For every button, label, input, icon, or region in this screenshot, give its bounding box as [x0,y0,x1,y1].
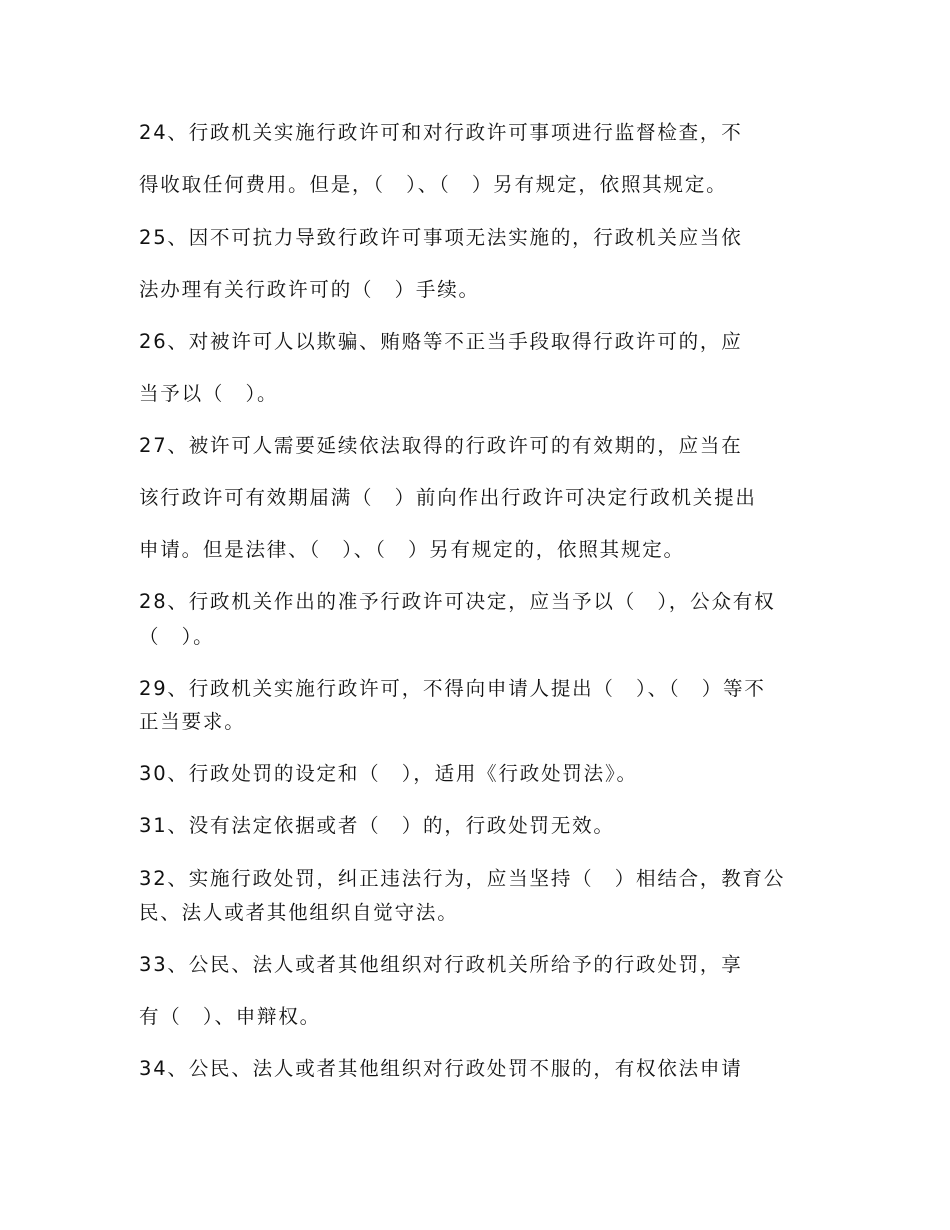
question-31-line-1: 31、没有法定依据或者（ ）的，行政处罚无效。 [139,814,615,837]
question-26-line-2: 当予以（ ）。 [139,382,279,405]
question-28-line-1: 28、行政机关作出的准予行政许可决定，应当予以（ ），公众有权 [139,590,776,613]
question-32-line-2: 民、法人或者其他组织自觉守法。 [139,901,459,924]
question-27-line-2: 该行政许可有效期届满（ ）前向作出行政许可决定行政机关提出 [139,486,757,509]
question-24-line-2: 得收取任何费用。但是，（ ）、（ ）另有规定，依照其规定。 [139,173,728,196]
question-25-line-1: 25、因不可抗力导致行政许可事项无法实施的，行政机关应当依 [139,226,743,249]
question-33-line-2: 有（ ）、申辩权。 [139,1005,321,1028]
question-33-line-1: 33、公民、法人或者其他组织对行政机关所给予的行政处罚，享 [139,953,743,976]
question-27-line-1: 27、被许可人需要延续依法取得的行政许可的有效期的，应当在 [139,434,743,457]
question-25-line-2: 法办理有关行政许可的（ ）手续。 [139,278,480,301]
question-29-line-2: 正当要求。 [139,710,246,733]
question-29-line-1: 29、行政机关实施行政许可，不得向申请人提出（ ）、（ ）等不 [139,677,766,700]
question-26-line-1: 26、对被许可人以欺骗、贿赂等不正当手段取得行政许可的，应 [139,330,743,353]
question-28-line-2: （ ）。 [139,625,215,648]
question-27-line-3: 申请。但是法律、（ ）、（ ）另有规定的，依照其规定。 [139,538,685,561]
question-30-line-1: 30、行政处罚的设定和（ ），适用《行政处罚法》。 [139,762,638,785]
question-24-line-1: 24、行政机关实施行政许可和对行政许可事项进行监督检查，不 [139,121,743,144]
question-32-line-1: 32、实施行政处罚，纠正违法行为，应当坚持（ ）相结合，教育公 [139,867,786,890]
question-34-line-1: 34、公民、法人或者其他组织对行政处罚不服的，有权依法申请 [139,1057,743,1080]
